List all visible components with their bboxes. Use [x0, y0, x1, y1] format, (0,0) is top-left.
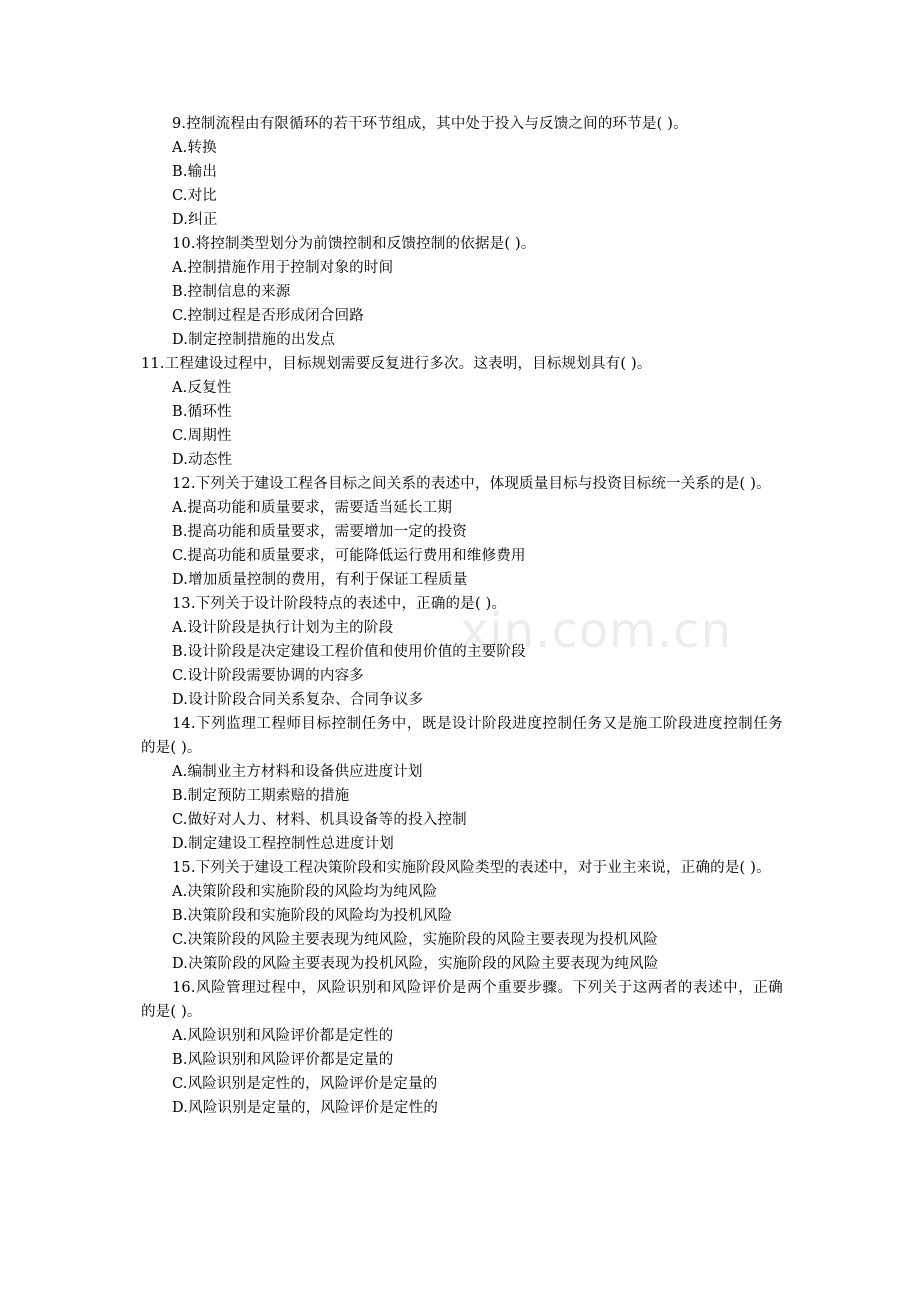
option-b: B.设计阶段是决定建设工程价值和使用价值的主要阶段 [172, 644, 526, 660]
option-d: D.动态性 [172, 452, 233, 468]
option-c: C.周期性 [172, 428, 232, 444]
option-c: C.对比 [172, 188, 217, 204]
option-c: C.提高功能和质量要求，可能降低运行费用和维修费用 [172, 548, 526, 564]
option-a: A.提高功能和质量要求，需要适当延长工期 [172, 500, 453, 516]
question-stem: 11.工程建设过程中，目标规划需要反复进行多次。这表明，目标规划具有( )。 [141, 356, 652, 372]
question-stem: 16.风险管理过程中，风险识别和风险评价是两个重要步骤。下列关于这两者的表述中，正确的是( )。 [141, 980, 783, 1020]
option-c: C.做好对人力、材料、机具设备等的投入控制 [172, 812, 467, 828]
option-d: D.纠正 [172, 212, 218, 228]
option-b: B.循环性 [172, 404, 232, 420]
question-list [141, 112, 783, 1120]
option-c: C.设计阶段需要协调的内容多 [172, 668, 364, 684]
option-a: A.风险识别和风险评价都是定性的 [172, 1028, 394, 1044]
option-a: A.设计阶段是执行计划为主的阶段 [172, 620, 394, 636]
question-stem: 13.下列关于设计阶段特点的表述中，正确的是( )。 [172, 596, 507, 612]
option-b: B.输出 [172, 164, 218, 180]
option-b: B.决策阶段和实施阶段的风险均为投机风险 [172, 908, 453, 924]
option-a: A.控制措施作用于控制对象的时间 [172, 260, 394, 276]
option-c: C.风险识别是定性的，风险评价是定量的 [172, 1076, 438, 1092]
option-a: A.编制业主方材料和设备供应进度计划 [172, 764, 423, 780]
option-b: B.控制信息的来源 [172, 284, 291, 300]
option-d: D.增加质量控制的费用，有利于保证工程质量 [172, 572, 468, 588]
option-d: D.设计阶段合同关系复杂、合同争议多 [172, 692, 424, 708]
option-d: D.风险识别是定量的，风险评价是定性的 [172, 1100, 439, 1116]
question-stem: 10.将控制类型划分为前馈控制和反馈控制的依据是( )。 [172, 236, 536, 252]
option-d: D.决策阶段的风险主要表现为投机风险，实施阶段的风险主要表现为纯风险 [172, 956, 659, 972]
option-a: A.转换 [172, 140, 217, 156]
option-d: D.制定控制措施的出发点 [172, 332, 336, 348]
question-stem: 12.下列关于建设工程各目标之间关系的表述中，体现质量目标与投资目标统一关系的是( )。 [172, 476, 771, 492]
watermark: xin.com.cn [460, 603, 733, 659]
option-b: B.风险识别和风险评价都是定量的 [172, 1052, 394, 1068]
option-c: C.决策阶段的风险主要表现为纯风险，实施阶段的风险主要表现为投机风险 [172, 932, 658, 948]
option-b: B.制定预防工期索赔的措施 [172, 788, 350, 804]
question-stem: 9.控制流程由有限循环的若干环节组成，其中处于投入与反馈之间的环节是( )。 [172, 116, 688, 132]
option-b: B.提高功能和质量要求，需要增加一定的投资 [172, 524, 467, 540]
option-a: A.决策阶段和实施阶段的风险均为纯风险 [172, 884, 438, 900]
question-stem: 14.下列监理工程师目标控制任务中，既是设计阶段进度控制任务又是施工阶段进度控制任务的是( )。 [141, 716, 783, 756]
question-stem: 15.下列关于建设工程决策阶段和实施阶段风险类型的表述中，对于业主来说，正确的是( )。 [172, 860, 771, 876]
option-a: A.反复性 [172, 380, 232, 396]
option-d: D.制定建设工程控制性总进度计划 [172, 836, 394, 852]
option-c: C.控制过程是否形成闭合回路 [172, 308, 364, 324]
